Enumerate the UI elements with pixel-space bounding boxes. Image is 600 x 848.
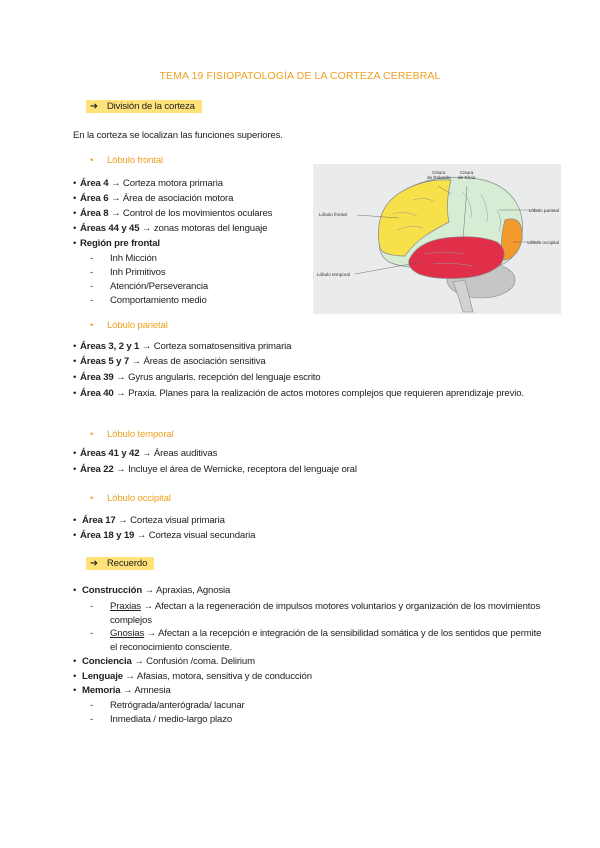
list-item: • Área 6 → Área de asociación motora <box>73 193 234 204</box>
list-item: • Lenguaje → Afasias, motora, sensitiva y de conducción <box>73 671 312 682</box>
list-item: • Área 22 → Incluye el área de Wernicke, receptora del lenguaje oral <box>73 464 357 475</box>
bullet-icon: • <box>90 493 94 504</box>
label-lobulo-parietal: Lóbulo parietal <box>528 208 559 213</box>
list-item: • Conciencia → Confusión /coma. Delirium <box>73 656 255 667</box>
section-heading-division <box>86 101 202 112</box>
label-cisura-silvio: Cisura de Silvio <box>458 170 476 180</box>
label-lobulo-occipital: Lóbulo occipital <box>527 240 559 245</box>
arrow-icon: ➔ <box>90 101 98 112</box>
list-item: • Área 40 → Praxia. Planes para la realización de actos motores complejos que requieren aprendizaje previo. <box>73 388 524 399</box>
list-item: • Región pre frontal <box>73 238 160 249</box>
list-item: • Áreas 3, 2 y 1 → Corteza somatosensitiva primaria <box>73 341 292 352</box>
list-item: • Área 8 → Control de los movimientos oculares <box>73 208 273 219</box>
intro-text: En la corteza se localizan las funciones superiores. <box>73 130 283 141</box>
sub-list-item: - Inh Micción <box>90 253 157 264</box>
section-heading-recuerdo <box>86 558 154 569</box>
bullet-icon: • <box>90 429 94 440</box>
sub-list-item: - Inmediata / medio-largo plazo <box>90 714 233 725</box>
bullet-icon: • <box>90 155 94 166</box>
list-item: • Área 4 → Corteza motora primaria <box>73 178 223 189</box>
bullet-icon: • <box>90 320 94 331</box>
sub-list-item: - Inh Primitivos <box>90 267 166 278</box>
section-heading-label: Recuerdo <box>106 558 148 569</box>
sub-list-item: - Praxias → Afectan a la regeneración de impulsos motores voluntarios y organización de los movimientos complejos <box>90 601 541 626</box>
label-cisura-rolando: Cisura de Rolando <box>427 170 451 180</box>
temporal-heading: • Lóbulo temporal <box>90 429 174 440</box>
sub-list-item: - Retrógrada/anterógrada/ lacunar <box>90 700 245 711</box>
sub-list-item: - Atención/Perseverancia <box>90 281 209 292</box>
list-item: • Áreas 44 y 45 → zonas motoras del lenguaje <box>73 223 268 234</box>
list-item: • Área 18 y 19 → Corteza visual secundaria <box>73 530 256 541</box>
arrow-icon: ➔ <box>90 558 98 569</box>
label-lobulo-frontal: Lóbulo frontal <box>319 212 347 217</box>
brain-illustration <box>313 164 561 314</box>
list-item: • Construcción → Apraxias, Agnosia <box>73 585 231 596</box>
list-item: • Área 39 → Gyrus angularis. recepción del lenguaje escrito <box>73 372 321 383</box>
sub-list-item: - Comportamiento medio <box>90 295 207 306</box>
parietal-heading: • Lóbulo parietal <box>90 320 168 331</box>
page-title: TEMA 19 FISIOPATOLOGÍA DE LA CORTEZA CEREBRAL <box>159 70 441 82</box>
brain-lobes-figure <box>313 164 561 314</box>
label-lobulo-temporal: Lóbulo temporal <box>317 272 350 277</box>
sub-list-item: - Gnosias → Afectan a la recepción e integración de la sensibilidad somática y de los sentidos que permite el reconocimiento consciente. <box>90 628 542 653</box>
list-item: • Áreas 41 y 42 → Áreas auditivas <box>73 448 218 459</box>
list-item: • Áreas 5 y 7 → Áreas de asociación sensitiva <box>73 356 266 367</box>
section-heading-label: División de la corteza <box>106 101 195 112</box>
list-item: • Área 17 → Corteza visual primaria <box>73 515 225 526</box>
frontal-heading: • Lóbulo frontal <box>90 155 164 166</box>
list-item: • Memoria → Amnesia <box>73 685 171 696</box>
occipital-heading: • Lóbulo occipital <box>90 493 171 504</box>
